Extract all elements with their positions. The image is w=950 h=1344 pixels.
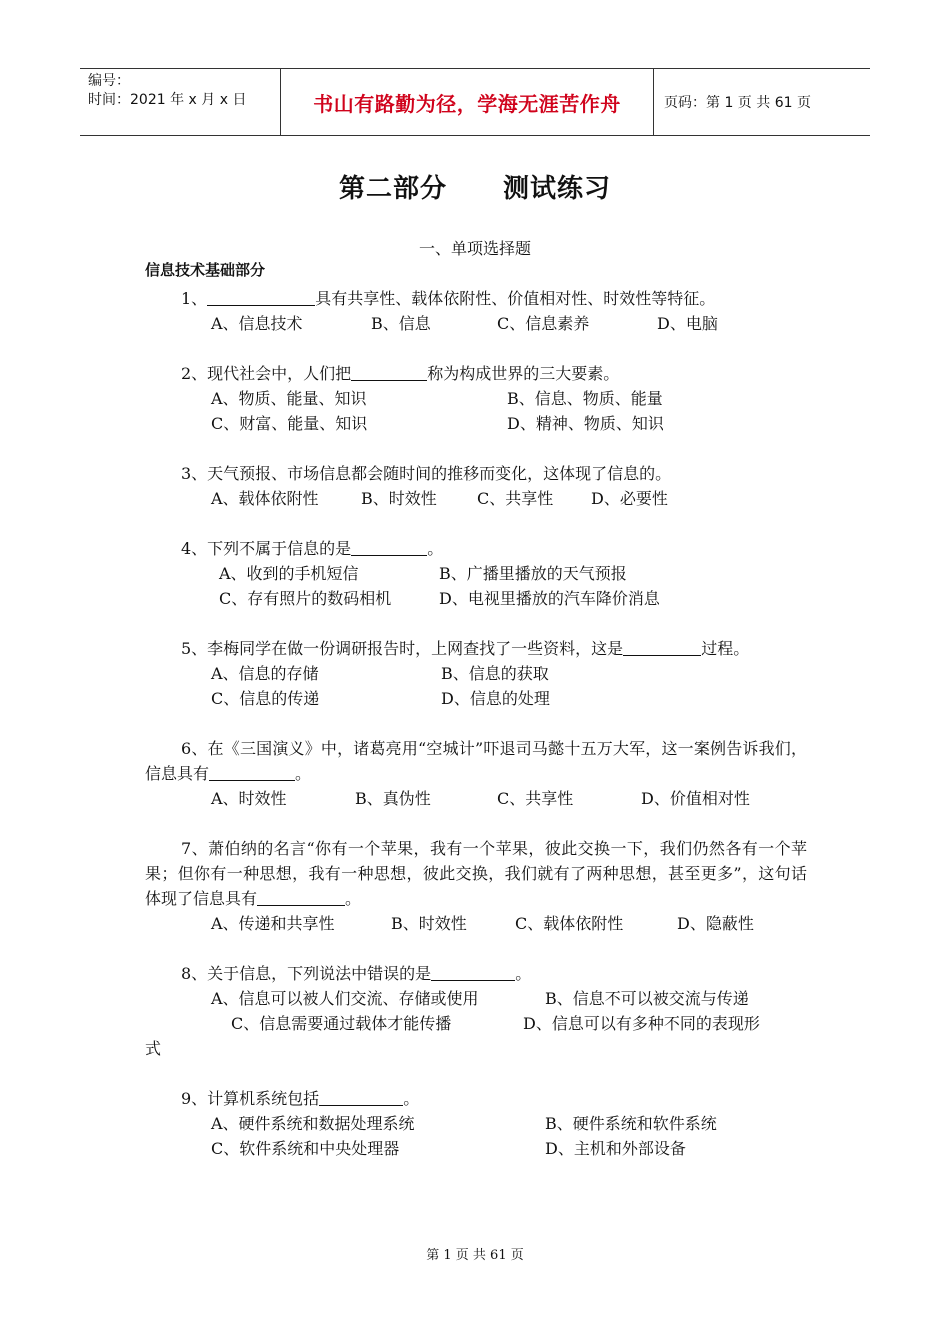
option-c: C、载体依附性 xyxy=(515,914,624,933)
answer-blank xyxy=(351,539,427,556)
question-list xyxy=(145,286,807,1186)
options-row xyxy=(145,661,807,686)
answer-blank xyxy=(319,1089,403,1106)
page-title xyxy=(0,168,950,205)
options-row xyxy=(145,1111,807,1136)
question-8 xyxy=(145,961,807,1061)
header-meta xyxy=(80,69,281,135)
answer-blank xyxy=(209,764,295,781)
question-stem: 2、现代社会中，人们把 称为构成世界的三大要素。 xyxy=(181,364,620,383)
option-b: B、信息、物质、能量 xyxy=(507,389,663,408)
option-b: B、信息 xyxy=(371,314,431,333)
options-row xyxy=(145,1136,807,1161)
options-row xyxy=(145,561,807,586)
options-row xyxy=(145,311,807,336)
options-row xyxy=(145,1011,807,1036)
question-2 xyxy=(145,361,807,436)
option-a: A、传递和共享性 xyxy=(211,914,335,933)
option-d: D、电视里播放的汽车降价消息 xyxy=(439,589,660,608)
header-motto-cell xyxy=(281,69,654,135)
question-stem: 1、 具有共享性、载体依附性、价值相对性、时效性等特征。 xyxy=(181,289,716,308)
option-a: A、信息的存储 xyxy=(211,664,319,683)
question-stem: 6、在《三国演义》中，诸葛亮用“空城计”吓退司马懿十五万大军，这一案例告诉我们，信息具有 。 xyxy=(145,739,807,783)
option-c: C、信息素养 xyxy=(497,314,590,333)
option-d: D、主机和外部设备 xyxy=(545,1139,686,1158)
option-b: B、时效性 xyxy=(361,489,437,508)
question-stem: 5、李梅同学在做一份调研报告时，上网查找了一些资料，这是 过程。 xyxy=(181,639,750,658)
option-a: A、信息可以被人们交流、存储或使用 xyxy=(211,989,479,1008)
option-c: C、信息的传递 xyxy=(211,689,320,708)
option-c: C、共享性 xyxy=(477,489,554,508)
options-row xyxy=(145,411,807,436)
option-b: B、硬件系统和软件系统 xyxy=(545,1114,717,1133)
option-a: A、收到的手机短信 xyxy=(219,564,359,583)
time-label: 时间：2021 年 x 月 x 日 xyxy=(88,92,247,108)
options-row xyxy=(145,486,807,511)
option-d: D、精神、物质、知识 xyxy=(507,414,664,433)
option-d: D、信息的处理 xyxy=(441,689,550,708)
question-3 xyxy=(145,461,807,511)
option-b: B、时效性 xyxy=(391,914,467,933)
question-stem: 3、天气预报、市场信息都会随时间的推移而变化，这体现了信息的。 xyxy=(181,464,672,483)
options-row xyxy=(145,686,807,711)
answer-blank xyxy=(257,889,345,906)
option-a: A、硬件系统和数据处理系统 xyxy=(211,1114,415,1133)
page-footer: 第 1 页 共 61 页 xyxy=(426,1248,524,1263)
option-b: B、真伪性 xyxy=(355,789,431,808)
title-topic: 测试练习 xyxy=(503,174,612,204)
option-a: A、信息技术 xyxy=(211,314,303,333)
question-stem: 9、计算机系统包括 。 xyxy=(181,1089,420,1108)
page-info-text: 页码：第 1 页 共 61 页 xyxy=(664,95,811,111)
option-b: B、信息的获取 xyxy=(441,664,549,683)
answer-blank xyxy=(351,364,427,381)
header-page-info xyxy=(654,69,870,135)
option-b: B、广播里播放的天气预报 xyxy=(439,564,627,583)
options-row xyxy=(145,586,807,611)
number-label: 编号： xyxy=(88,73,130,89)
option-a: A、物质、能量、知识 xyxy=(211,389,367,408)
answer-blank xyxy=(623,639,701,656)
option-a: A、载体依附性 xyxy=(211,489,319,508)
answer-blank xyxy=(207,289,315,306)
option-c: C、存有照片的数码相机 xyxy=(219,589,392,608)
section-title: 一、单项选择题 xyxy=(418,239,531,258)
option-d-continuation: 式 xyxy=(145,1039,162,1058)
options-row xyxy=(145,911,807,936)
options-row xyxy=(145,986,807,1011)
subsection-title: 信息技术基础部分 xyxy=(145,261,266,279)
option-c: C、共享性 xyxy=(497,789,574,808)
option-d: D、信息可以有多种不同的表现形 xyxy=(523,1014,760,1033)
question-1 xyxy=(145,286,807,336)
question-5 xyxy=(145,636,807,711)
question-stem: 4、下列不属于信息的是 。 xyxy=(181,539,444,558)
page-header xyxy=(80,68,870,136)
option-c: C、信息需要通过载体才能传播 xyxy=(231,1014,452,1033)
question-9 xyxy=(145,1086,807,1161)
option-c: C、软件系统和中央处理器 xyxy=(211,1139,400,1158)
answer-blank xyxy=(431,964,515,981)
question-stem: 8、关于信息，下列说法中错误的是 。 xyxy=(181,964,532,983)
option-c: C、财富、能量、知识 xyxy=(211,414,368,433)
option-d: D、价值相对性 xyxy=(641,789,750,808)
title-part: 第二部分 xyxy=(338,174,447,204)
question-stem: 7、萧伯纳的名言“你有一个苹果，我有一个苹果，彼此交换一下，我们仍然各有一个苹果；但你有一种思想，我有一种思想，彼此交换，我们就有了两种思想，甚至更多”，这句话体现了信息具有 。 xyxy=(145,839,807,908)
option-d: D、必要性 xyxy=(591,489,668,508)
options-row xyxy=(145,786,807,811)
option-d: D、隐蔽性 xyxy=(677,914,754,933)
question-4 xyxy=(145,536,807,611)
option-b: B、信息不可以被交流与传递 xyxy=(545,989,749,1008)
option-a: A、时效性 xyxy=(211,789,287,808)
question-6 xyxy=(145,736,807,811)
options-row xyxy=(145,386,807,411)
option-d: D、电脑 xyxy=(657,314,718,333)
motto-text: 书山有路勤为径，学海无涯苦作舟 xyxy=(313,91,621,116)
question-7 xyxy=(145,836,807,936)
